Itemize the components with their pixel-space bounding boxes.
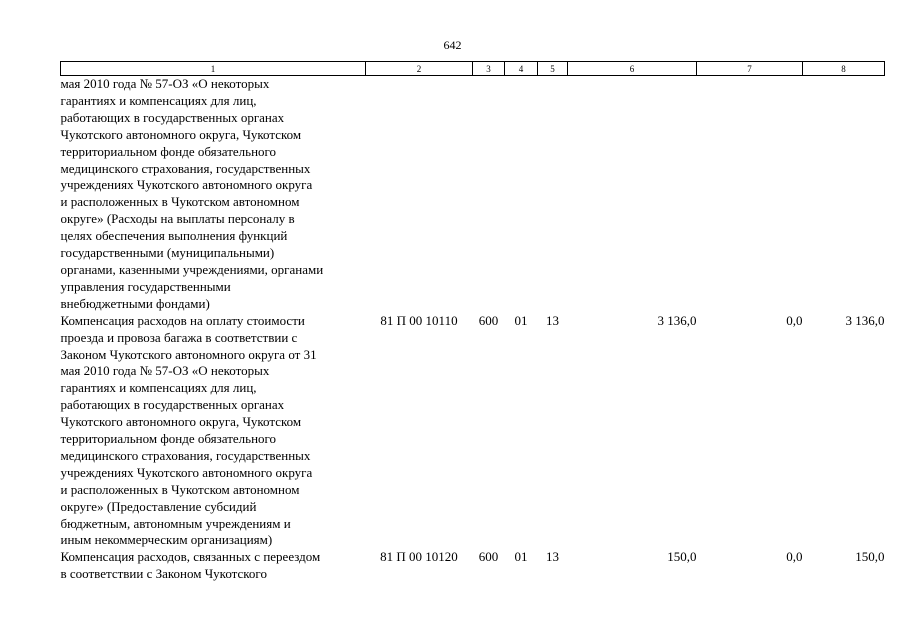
item-name-cell (61, 313, 366, 550)
item-name-line: проезда и провоза багажа в соответствии с (60, 329, 298, 345)
item-name-line: государственными (муниципальными) (60, 245, 275, 261)
item-name-line: Законом Чукотского автономного округа от 31 (60, 346, 317, 362)
item-name-line: в соответствии с Законом Чукотского (60, 566, 267, 582)
item-name-line: учреждениях Чукотского автономного округа (60, 464, 313, 480)
item-name-line: внебюджетными фондами) (60, 295, 210, 311)
item-name-line: работающих в государственных органах (60, 109, 285, 125)
amount-col6-cell: 150,0 (667, 549, 697, 565)
table-body (61, 76, 885, 584)
amount-col8-cell (803, 76, 885, 313)
item-name-line: учреждениях Чукотского автономного округа (60, 177, 313, 193)
page-number: 642 (443, 38, 462, 52)
amount-col7-cell: 0,0 (786, 312, 803, 328)
expense-type-cell: 600 (478, 549, 499, 565)
column-header-8: 8 (803, 62, 885, 76)
item-name-line: иным некоммерческим организациям) (60, 532, 273, 548)
expense-type-cell (473, 76, 505, 313)
item-name-line: медицинского страхования, государственных (60, 160, 311, 176)
item-name-cell (61, 549, 366, 583)
column-header-1: 1 (61, 62, 366, 76)
column-number-row (61, 62, 885, 76)
target-code-cell: 81 П 00 10110 (380, 312, 458, 328)
item-name-line: работающих в государственных органах (60, 397, 285, 413)
amount-col8-cell: 150,0 (855, 549, 885, 565)
expense-type-cell: 600 (478, 312, 499, 328)
item-name-line: и расположенных в Чукотском автономном (60, 481, 300, 497)
item-name-line: Чукотского автономного округа, Чукотском (60, 414, 302, 430)
item-name-line: территориальном фонде обязательного (60, 431, 277, 447)
item-name-line: медицинского страхования, государственных (60, 447, 311, 463)
column-header-5: 5 (538, 62, 568, 76)
amount-col7-cell: 0,0 (786, 549, 803, 565)
item-name-line: управления государственными (60, 278, 231, 294)
item-name-line: округе» (Расходы на выплаты персоналу в (60, 211, 295, 227)
item-name-line: гарантиях и компенсациях для лиц, (60, 380, 257, 396)
item-name-line: и расположенных в Чукотском автономном (60, 194, 300, 210)
column-header-2: 2 (366, 62, 473, 76)
amount-col6-cell: 3 136,0 (657, 312, 697, 328)
section-cell: 01 (514, 549, 528, 565)
item-name-cell (61, 76, 366, 313)
subsection-cell: 13 (546, 549, 559, 565)
amount-col8-cell: 3 136,0 (845, 312, 885, 328)
table-row (61, 76, 885, 313)
item-name-line: целях обеспечения выполнения функций (60, 228, 288, 244)
item-name-line: Компенсация расходов на оплату стоимости (60, 312, 305, 328)
amount-col6-cell (568, 76, 697, 313)
item-name-line: Чукотского автономного округа, Чукотском (60, 126, 302, 142)
section-cell: 01 (514, 312, 528, 328)
column-header-3: 3 (473, 62, 505, 76)
target-code-cell: 81 П 00 10120 (380, 549, 458, 565)
table-row (61, 549, 885, 583)
column-header-6: 6 (568, 62, 697, 76)
target-code-cell (366, 76, 473, 313)
section-cell (505, 76, 538, 313)
item-name-line: округе» (Предоставление субсидий (60, 498, 257, 514)
subsection-cell: 13 (546, 312, 559, 328)
subsection-cell (538, 76, 568, 313)
item-name-line: мая 2010 года № 57-ОЗ «О некоторых (60, 76, 270, 91)
amount-col7-cell (697, 76, 803, 313)
item-name-line: органами, казенными учреждениями, органами (60, 261, 324, 277)
column-header-4: 4 (505, 62, 538, 76)
column-header-7: 7 (697, 62, 803, 76)
item-name-line: мая 2010 года № 57-ОЗ «О некоторых (60, 363, 270, 379)
budget-table (60, 61, 885, 583)
table-row (61, 313, 885, 550)
item-name-line: Компенсация расходов, связанных с переездом (60, 549, 321, 565)
item-name-line: территориальном фонде обязательного (60, 143, 277, 159)
item-name-line: гарантиях и компенсациях для лиц, (60, 92, 257, 108)
item-name-line: бюджетным, автономным учреждениям и (60, 515, 291, 531)
